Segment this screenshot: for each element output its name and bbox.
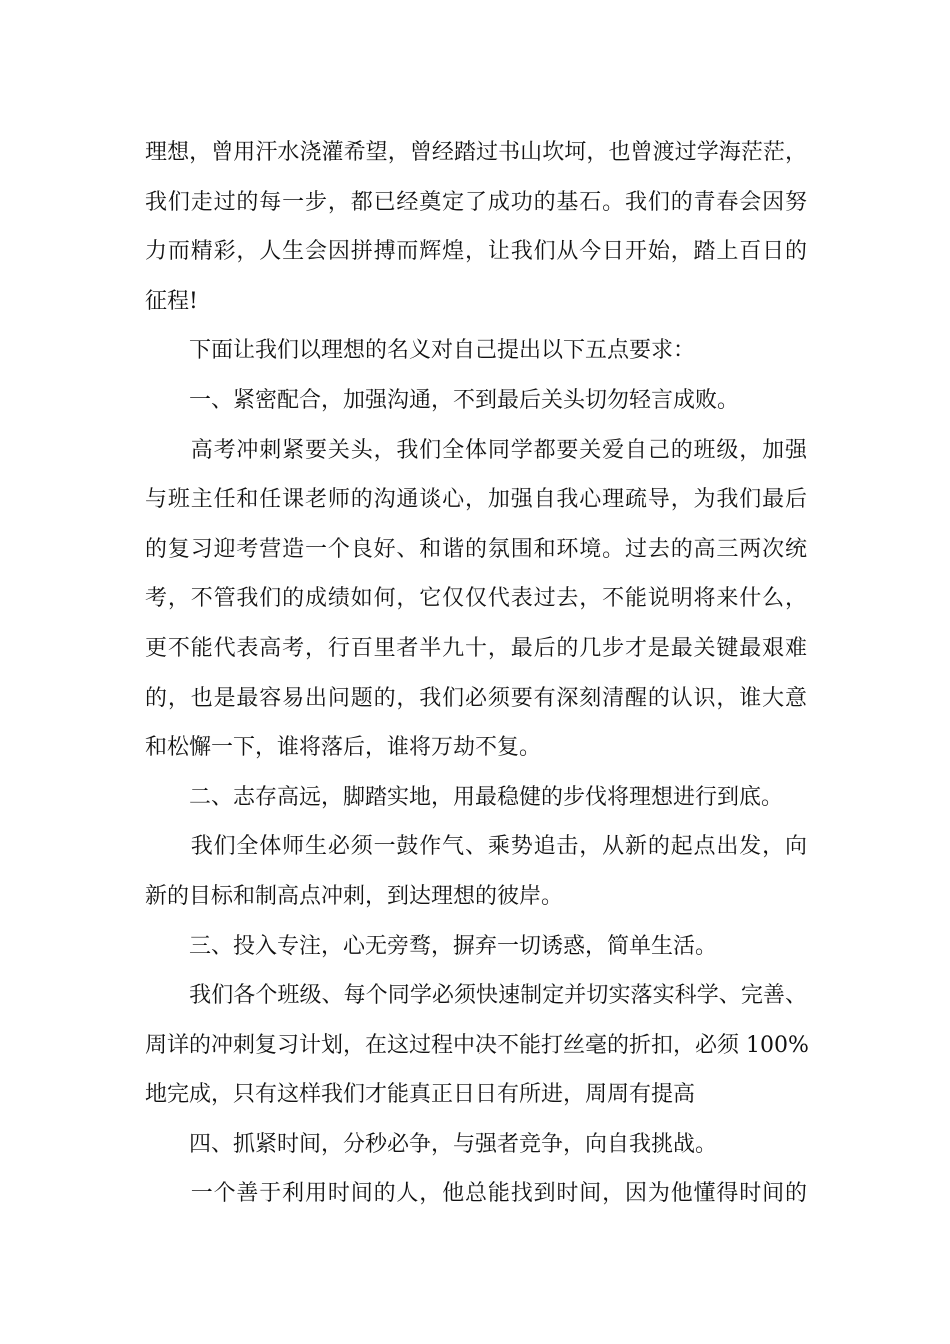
text-line: 三、投入专注，心无旁骛，摒弃一切诱惑，简单生活。 bbox=[145, 933, 718, 959]
text-line: 我们全体师生必须一鼓作气、乘势追击，从新的起点出发，向 bbox=[145, 834, 807, 860]
text-line: 考，不管我们的成绩如何，它仅仅代表过去，不能说明将来什么， bbox=[145, 586, 807, 612]
text-line: 下面让我们以理想的名义对自己提出以下五点要求： bbox=[145, 338, 696, 364]
text-line: 四、抓紧时间，分秒必争，与强者竞争，向自我挑战。 bbox=[145, 1131, 718, 1157]
text-line: 二、志存高远，脚踏实地，用最稳健的步伐将理想进行到底。 bbox=[145, 784, 784, 810]
text-line: 我们各个班级、每个同学必须快速制定并切实落实科学、完善、 bbox=[145, 983, 807, 1009]
document-body bbox=[145, 128, 807, 1219]
text-line: 更不能代表高考，行百里者半九十，最后的几步才是最关键最艰难 bbox=[145, 635, 807, 661]
text-line: 高考冲刺紧要关头，我们全体同学都要关爱自己的班级，加强 bbox=[145, 437, 807, 463]
text-line: 力而精彩，人生会因拼搏而辉煌，让我们从今日开始，踏上百日的 bbox=[145, 239, 807, 265]
text-line: 的，也是最容易出问题的，我们必须要有深刻清醒的认识，谁大意 bbox=[145, 685, 807, 711]
text-line: 的复习迎考营造一个良好、和谐的氛围和环境。过去的高三两次统 bbox=[145, 536, 807, 562]
text-line: 周详的冲刺复习计划，在这过程中决不能打丝毫的折扣，必须 100% bbox=[145, 1032, 809, 1058]
text-line: 新的目标和制高点冲刺，到达理想的彼岸。 bbox=[145, 883, 564, 909]
text-line: 地完成，只有这样我们才能真正日日有所进，周周有提高 bbox=[145, 1082, 696, 1108]
text-line: 和松懈一下，谁将落后，谁将万劫不复。 bbox=[145, 735, 542, 761]
text-line: 理想，曾用汗水浇灌希望，曾经踏过书山坎坷，也曾渡过学海茫茫， bbox=[145, 140, 807, 165]
text-line: 与班主任和任课老师的沟通谈心，加强自我心理疏导，为我们最后 bbox=[145, 487, 807, 513]
text-line: 一、紧密配合，加强沟通，不到最后关头切勿轻言成败。 bbox=[145, 387, 740, 413]
text-line: 我们走过的每一步，都已经奠定了成功的基石。我们的青春会因努 bbox=[145, 189, 807, 215]
text-line: 一个善于利用时间的人，他总能找到时间，因为他懂得时间的 bbox=[145, 1181, 807, 1207]
text-line: 征程! bbox=[145, 288, 198, 314]
